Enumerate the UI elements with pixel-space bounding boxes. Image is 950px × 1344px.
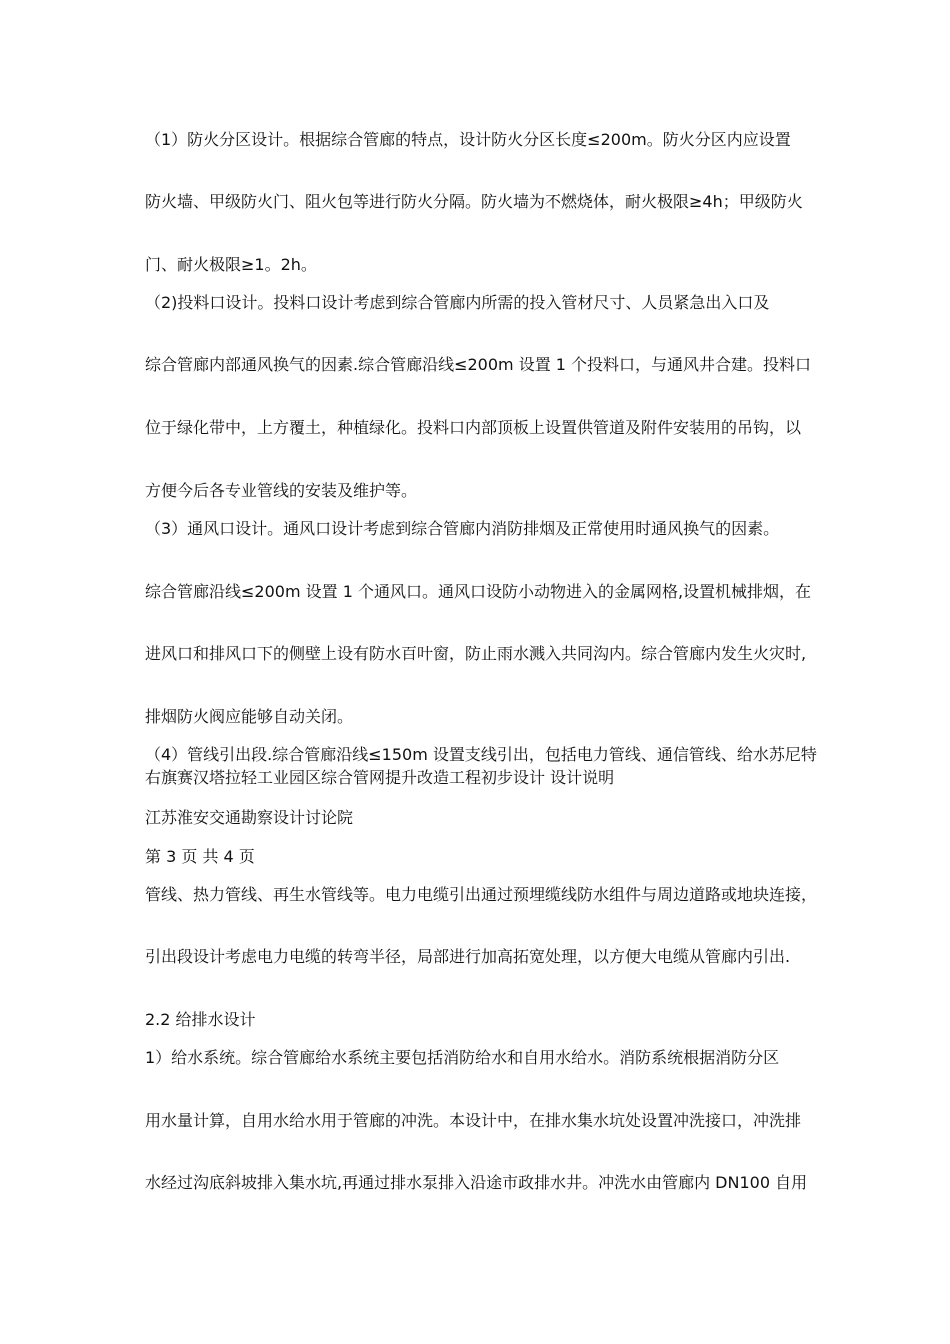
paragraph-vent-1: （3）通风口设计。通风口设计考虑到综合管廊内消防排烟及正常使用时通风换气的因素。 xyxy=(145,519,780,538)
paragraph-vent-3: 进风口和排风口下的侧壁上设有防水百叶窗，防止雨水溅入共同沟内。综合管廊内发生火灾时, xyxy=(145,644,807,663)
paragraph-fire-zone-3: 门、耐火极限≥1。2h。 xyxy=(145,255,317,274)
paragraph-vent-2: 综合管廊沿线≤200m 设置 1 个通风口。通风口设防小动物进入的金属网格,设置机械排烟，在 xyxy=(145,582,812,601)
section-heading-water: 2.2 给排水设计 xyxy=(145,1010,256,1029)
paragraph-branch-3: 引出段设计考虑电力电缆的转弯半径，局部进行加高拓宽处理，以方便大电缆从管廊内引出. xyxy=(145,947,791,966)
paragraph-feed-port-1: （2)投料口设计。投料口设计考虑到综合管廊内所需的投入管材尺寸、人员紧急出入口及 xyxy=(145,293,770,312)
paragraph-vent-4: 排烟防火阀应能够自动关闭。 xyxy=(145,707,354,726)
paragraph-water-1: 1）给水系统。综合管廊给水系统主要包括消防给水和自用水给水。消防系统根据消防分区 xyxy=(145,1048,780,1067)
paragraph-water-3: 水经过沟底斜坡排入集水坑,再通过排水泵排入沿途市政排水井。冲洗水由管廊内 DN100 自用 xyxy=(145,1173,808,1192)
paragraph-branch-2: 管线、热力管线、再生水管线等。电力电缆引出通过预埋缆线防水组件与周边道路或地块连接， xyxy=(145,885,818,904)
paragraph-feed-port-3: 位于绿化带中，上方覆土，种植绿化。投料口内部顶板上设置供管道及附件安装用的吊钩，以 xyxy=(145,418,802,437)
page-number: 第 3 页 共 4 页 xyxy=(145,847,255,866)
institute-name: 江苏淮安交通勘察设计讨论院 xyxy=(145,808,354,827)
paragraph-water-2: 用水量计算，自用水给水用于管廊的冲洗。本设计中，在排水集水坑处设置冲洗接口，冲洗排 xyxy=(145,1111,802,1130)
paragraph-fire-zone-2: 防火墙、甲级防火门、阻火包等进行防火分隔。防火墙为不燃烧体，耐火极限≥4h；甲级防火 xyxy=(145,192,803,211)
paragraph-feed-port-2: 综合管廊内部通风换气的因素.综合管廊沿线≤200m 设置 1 个投料口，与通风井合建。投料口 xyxy=(145,355,812,374)
paragraph-feed-port-4: 方便今后各专业管线的安装及维护等。 xyxy=(145,481,418,500)
paragraph-branch-1: （4）管线引出段.综合管廊沿线≤150m 设置支线引出，包括电力管线、通信管线、给水苏尼特右旗赛汉塔拉轻工业园区综合管网提升改造工程初步设计 设计说明 xyxy=(145,745,817,787)
paragraph-fire-zone-1: （1）防火分区设计。根据综合管廊的特点，设计防火分区长度≤200m。防火分区内应设置 xyxy=(145,130,791,149)
